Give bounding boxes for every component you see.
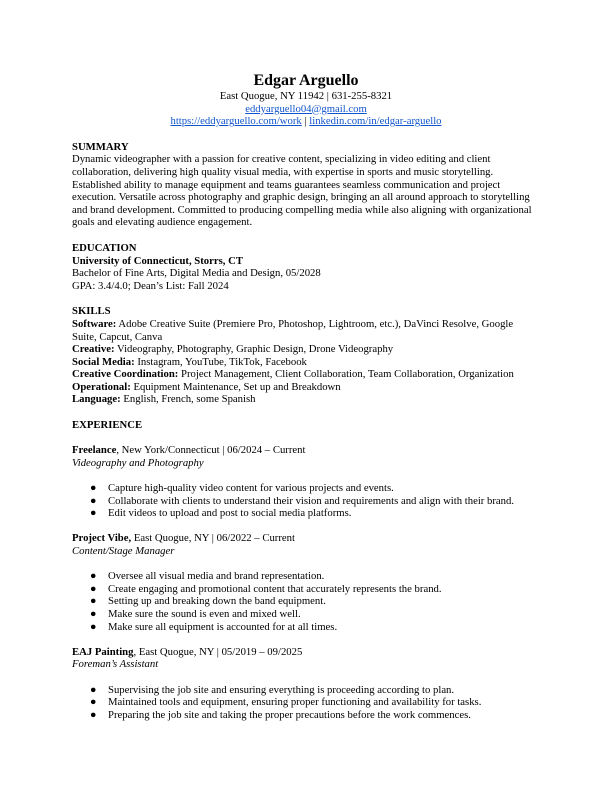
email-link[interactable]: eddyarguello04@gmail.com (245, 102, 367, 115)
list-item (72, 595, 540, 608)
linkedin-link[interactable]: linkedin.com/in/edgar-arguello (309, 115, 442, 128)
skill-label: Language: (72, 393, 121, 406)
experience-heading: EXPERIENCE (72, 419, 143, 432)
links-line (72, 115, 540, 128)
skill-row (72, 393, 540, 406)
bullet-text: Oversee all visual media and brand representation. (108, 570, 325, 583)
bullet-icon: ● (90, 582, 97, 595)
skill-label: Social Media: (72, 355, 135, 368)
bullet-text: Make sure the sound is even and mixed well. (108, 607, 301, 620)
list-item (72, 684, 540, 697)
skill-label: Software: (72, 317, 117, 330)
list-item (72, 696, 540, 709)
links-separator: | (301, 115, 310, 128)
gpa: GPA: 3.4/4.0; Dean’s List: Fall 2024 (72, 279, 229, 292)
bullet-text: Preparing the job site and taking the proper precautions before the work commences. (108, 708, 471, 721)
job-role: Foreman’s Assistant (72, 658, 159, 671)
education-section (72, 242, 540, 292)
resume-page (72, 72, 540, 721)
skill-row (72, 356, 540, 369)
bullet-icon: ● (90, 595, 97, 608)
skill-row (72, 343, 540, 356)
skills-heading: SKILLS (72, 305, 111, 318)
job-details: East Quogue, NY | 06/2022 – Current (131, 532, 295, 545)
experience-section (72, 419, 540, 721)
skill-row (72, 318, 540, 343)
job-project-vibe (72, 532, 540, 633)
skill-row (72, 368, 540, 381)
bullet-icon: ● (90, 494, 97, 507)
skill-value: Adobe Creative Suite (Premiere Pro, Photoshop, Lightroom, etc.), DaVinci Resolve, Google Suite, Capcut, Canva (72, 317, 514, 343)
bullet-icon: ● (90, 696, 97, 709)
resume-header (72, 72, 540, 128)
job-title-line (72, 646, 540, 659)
list-item (72, 583, 540, 596)
skill-value: Instagram, YouTube, TikTok, Facebook (134, 355, 307, 368)
summary-text: Dynamic videographer with a passion for creative content, specializing in video editing and client collaboration, delivering high quality visual media, with expertise in sports and music storytelling. Established ability to manage equipment and teams guarantees seamless communication and project execution. Versatile across photography and graphic design, bringing an all around approach to storytelling and brand development. Committed to producing compelling media while also aligning with organizational goals and elevating audience engagement. (72, 153, 532, 229)
job-bullets (72, 684, 540, 722)
bullet-text: Capture high-quality video content for various projects and events. (108, 482, 394, 495)
job-freelance (72, 444, 540, 520)
list-item (72, 608, 540, 621)
job-company: Freelance (72, 444, 117, 457)
bullet-icon: ● (90, 620, 97, 633)
website-link[interactable]: https://eddyarguello.com/work (170, 115, 302, 128)
location-phone: East Quogue, NY 11942 | 631-255-8321 (219, 90, 393, 102)
skill-value: Project Management, Client Collaboration, Team Collaboration, Organization (178, 368, 514, 381)
bullet-text: Collaborate with clients to understand their vision and requirements and align with their brand. (108, 494, 515, 507)
skill-label: Creative Coordination: (72, 368, 179, 381)
bullet-icon: ● (90, 683, 97, 696)
list-item (72, 507, 540, 520)
degree: Bachelor of Fine Arts, Digital Media and Design, 05/2028 (72, 267, 321, 280)
bullet-icon: ● (90, 708, 97, 721)
job-details: , East Quogue, NY | 05/2019 – 09/2025 (133, 645, 303, 658)
bullet-text: Create engaging and promotional content that accurately represents the brand. (108, 582, 442, 595)
skill-label: Creative: (72, 343, 115, 356)
candidate-name: Edgar Arguello (253, 72, 359, 89)
bullet-text: Maintained tools and equipment, ensuring proper functioning and availability for tasks. (108, 696, 482, 709)
skill-value: Equipment Maintenance, Set up and Breakdown (130, 380, 341, 393)
bullet-text: Make sure all equipment is accounted for at all times. (108, 620, 338, 633)
job-company: EAJ Painting (72, 645, 134, 658)
bullet-icon: ● (90, 482, 97, 495)
bullet-icon: ● (90, 507, 97, 520)
job-company: Project Vibe, (72, 532, 132, 545)
skill-value: English, French, some Spanish (120, 393, 256, 406)
summary-heading: SUMMARY (72, 140, 129, 153)
job-role: Content/Stage Manager (72, 545, 175, 557)
summary-section (72, 141, 540, 229)
list-item (72, 709, 540, 722)
bullet-text: Supervising the job site and ensuring everything is proceeding according to plan. (108, 683, 455, 696)
job-details: , New York/Connecticut | 06/2024 – Current (116, 444, 306, 457)
bullet-icon: ● (90, 607, 97, 620)
education-heading: EDUCATION (72, 241, 137, 254)
job-role: Videography and Photography (72, 456, 204, 469)
job-bullets (72, 482, 540, 520)
list-item (72, 482, 540, 495)
job-title-line (72, 532, 540, 545)
list-item (72, 570, 540, 583)
bullet-text: Setting up and breaking down the band equipment. (108, 595, 326, 608)
bullet-icon: ● (90, 570, 97, 583)
skill-row (72, 381, 540, 394)
bullet-text: Edit videos to upload and post to social media platforms. (108, 507, 352, 520)
job-title-line (72, 444, 540, 457)
job-bullets (72, 570, 540, 633)
skills-section (72, 305, 540, 406)
list-item (72, 495, 540, 508)
school-name: University of Connecticut, Storrs, CT (72, 254, 243, 267)
job-eaj-painting (72, 646, 540, 722)
skill-label: Operational: (72, 380, 131, 393)
skill-value: Videography, Photography, Graphic Design, Drone Videography (114, 343, 394, 356)
list-item (72, 621, 540, 634)
